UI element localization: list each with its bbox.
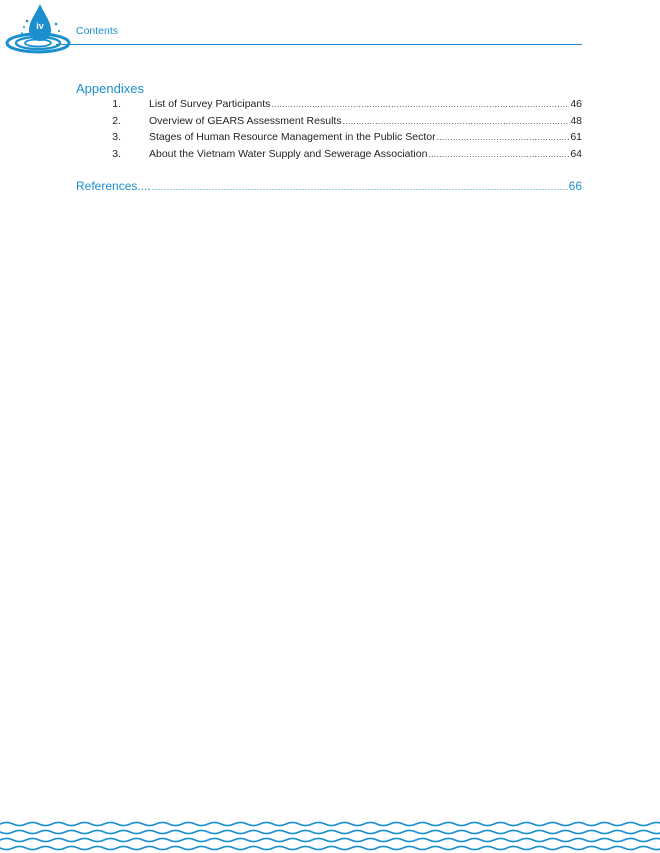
dot-leader — [437, 133, 570, 142]
toc-entry-number: 2. — [112, 114, 121, 127]
toc-entry-page: 48 — [570, 114, 582, 127]
dot-leader — [343, 117, 570, 126]
wave-line — [0, 838, 660, 841]
appendixes-heading[interactable]: Appendixes — [76, 81, 144, 96]
references-page: 66 — [568, 179, 582, 193]
references-toc-entry[interactable] — [76, 179, 582, 193]
toc-entry[interactable] — [76, 98, 582, 115]
toc-entry-number: 1. — [112, 98, 121, 110]
page-number: iv — [36, 21, 44, 31]
toc-entry-title: List of Survey Participants — [149, 98, 271, 110]
toc-entry-page: 64 — [570, 147, 582, 160]
toc-entry-title: Stages of Human Resource Management in the Public Sector — [149, 131, 436, 143]
references-title: References.... — [76, 179, 151, 193]
toc-entry-number: 3. — [112, 147, 121, 160]
toc-entry-page: 61 — [570, 131, 582, 143]
toc-entry[interactable] — [76, 131, 582, 148]
toc-entry[interactable] — [76, 115, 582, 132]
wave-line — [0, 822, 660, 825]
dot-leader — [428, 150, 569, 159]
toc-entry-number: 3. — [112, 131, 121, 143]
dot-leader — [152, 182, 568, 192]
appendix-toc-list — [76, 98, 582, 164]
wave-pattern-icon — [0, 820, 660, 853]
wave-line — [0, 846, 660, 849]
toc-entry-title: Overview of GEARS Assessment Results — [149, 114, 342, 127]
toc-entry[interactable] — [76, 148, 582, 165]
running-header-label: Contents — [76, 25, 119, 37]
wave-line — [0, 830, 660, 833]
dot-leader — [271, 100, 569, 109]
toc-entry-page: 46 — [570, 98, 582, 110]
header-rule — [56, 44, 582, 45]
toc-entry-title: About the Vietnam Water Supply and Sewerage Association — [149, 147, 428, 160]
